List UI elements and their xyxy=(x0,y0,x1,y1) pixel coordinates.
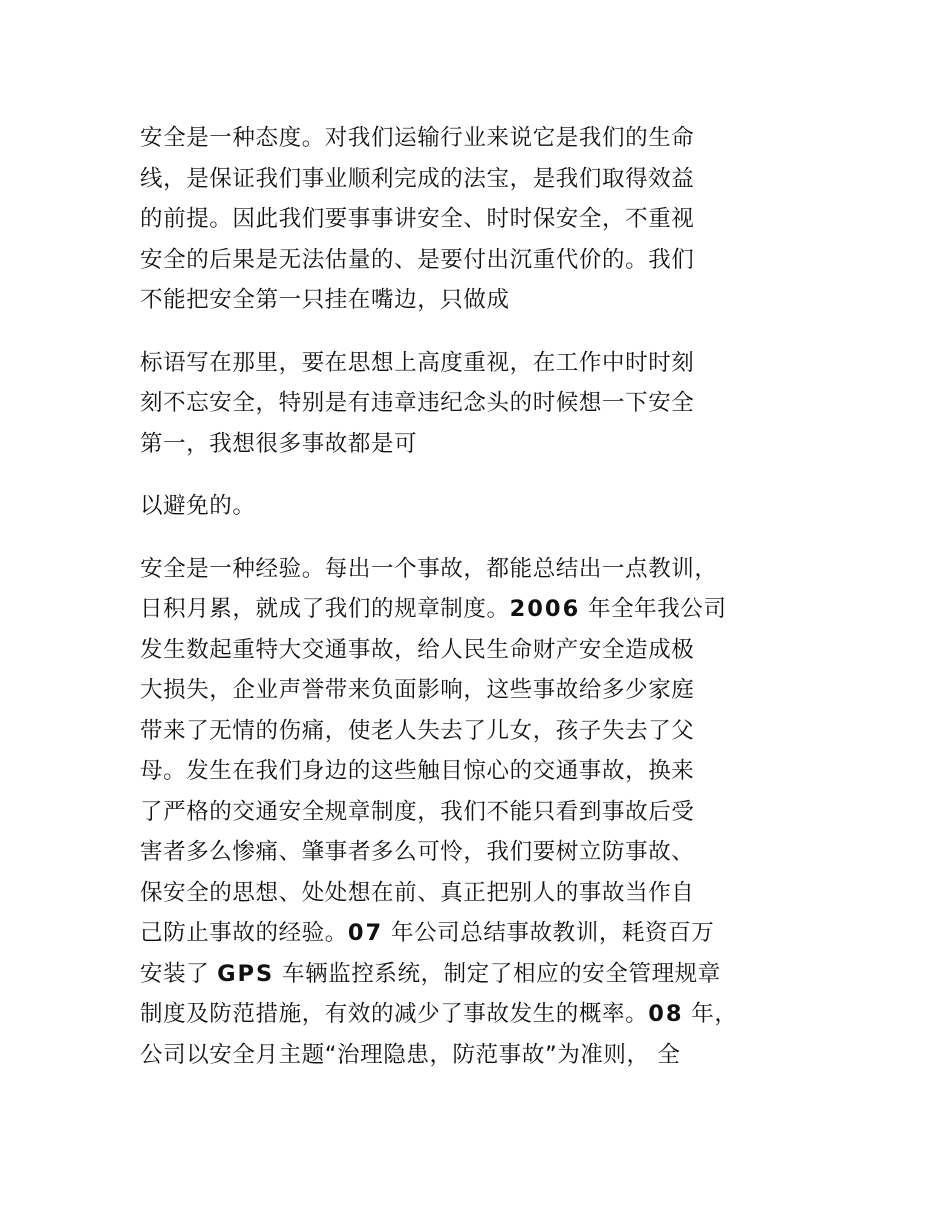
year-number: 08 xyxy=(648,1001,684,1027)
text-run: 年全年我公司 xyxy=(580,596,727,622)
text-line xyxy=(140,994,830,1035)
text-line: 保安全的思想、处处想在前、真正把别人的事故当作自 xyxy=(140,879,695,906)
text-line: 不能把安全第一只挂在嘴边，只做成 xyxy=(140,287,510,313)
text-line: 母。发生在我们身边的这些触目惊心的交通事故，换来 xyxy=(140,758,695,784)
text-line: 安全是一种经验。每出一个事故，都能总结出一点教训， xyxy=(140,555,718,582)
text-run: 年， xyxy=(683,1001,738,1027)
text-line: 线，是保证我们事业顺利完成的法宝，是我们取得效益 xyxy=(140,165,695,192)
text-line: 刻不忘安全，特别是有违章违纪念头的时候想一下安全 xyxy=(140,390,695,416)
year-number: 07 xyxy=(347,920,384,946)
text-line: 的前提。因此我们要事事讲安全、时时保安全，不重视 xyxy=(140,206,695,232)
text-line xyxy=(140,589,830,630)
text-line: 大损失，企业声誉带来负面影响，这些事故给多少家庭 xyxy=(140,677,695,703)
text-run: 己防止事故的经验。 xyxy=(140,920,348,946)
text-line: 害者多么惨痛、肇事者多么可怜，我们要树立防事故、 xyxy=(140,839,695,865)
text-line: 以避免的。 xyxy=(140,493,256,519)
text-run: 年公司总结事故教训，耗资百万 xyxy=(383,920,715,946)
text-line: 发生数起重特大交通事故，给人民生命财产安全造成极 xyxy=(140,636,695,663)
year-number: 2006 xyxy=(509,596,581,622)
text-run: 制度及防范措施，有效的减少了事故发生的概率。 xyxy=(140,1001,649,1027)
text-line: 安全的后果是无法估量的、是要付出沉重代价的。我们 xyxy=(140,246,695,273)
text-line xyxy=(140,954,830,995)
paragraph-3 xyxy=(140,486,830,527)
text-line: 了严格的交通安全规章制度，我们不能只看到事故后受 xyxy=(140,798,695,825)
paragraph-4 xyxy=(140,549,830,1076)
text-line: 带来了无情的伤痛，使老人失去了儿女，孩子失去了父 xyxy=(140,717,695,744)
text-line: 安全是一种态度。对我们运输行业来说它是我们的生命 xyxy=(140,125,695,151)
text-line: 标语写在那里，要在思想上高度重视，在工作中时时刻 xyxy=(140,349,695,376)
gps-term: GPS xyxy=(217,960,275,987)
text-line xyxy=(140,913,830,954)
paragraph-1 xyxy=(140,118,830,321)
text-run: 安装了 xyxy=(140,960,218,987)
paragraph-2 xyxy=(140,343,830,465)
text-run: 车辆监控系统，制定了相应的安全管理规章 xyxy=(274,960,721,987)
text-run: 日积月累，就成了我们的规章制度。 xyxy=(140,596,510,622)
text-line: 公司以安全月主题“治理隐患，防范事故”为准则， 全 xyxy=(140,1041,681,1068)
document-page xyxy=(140,118,830,1097)
text-line: 第一，我想很多事故都是可 xyxy=(140,430,418,457)
